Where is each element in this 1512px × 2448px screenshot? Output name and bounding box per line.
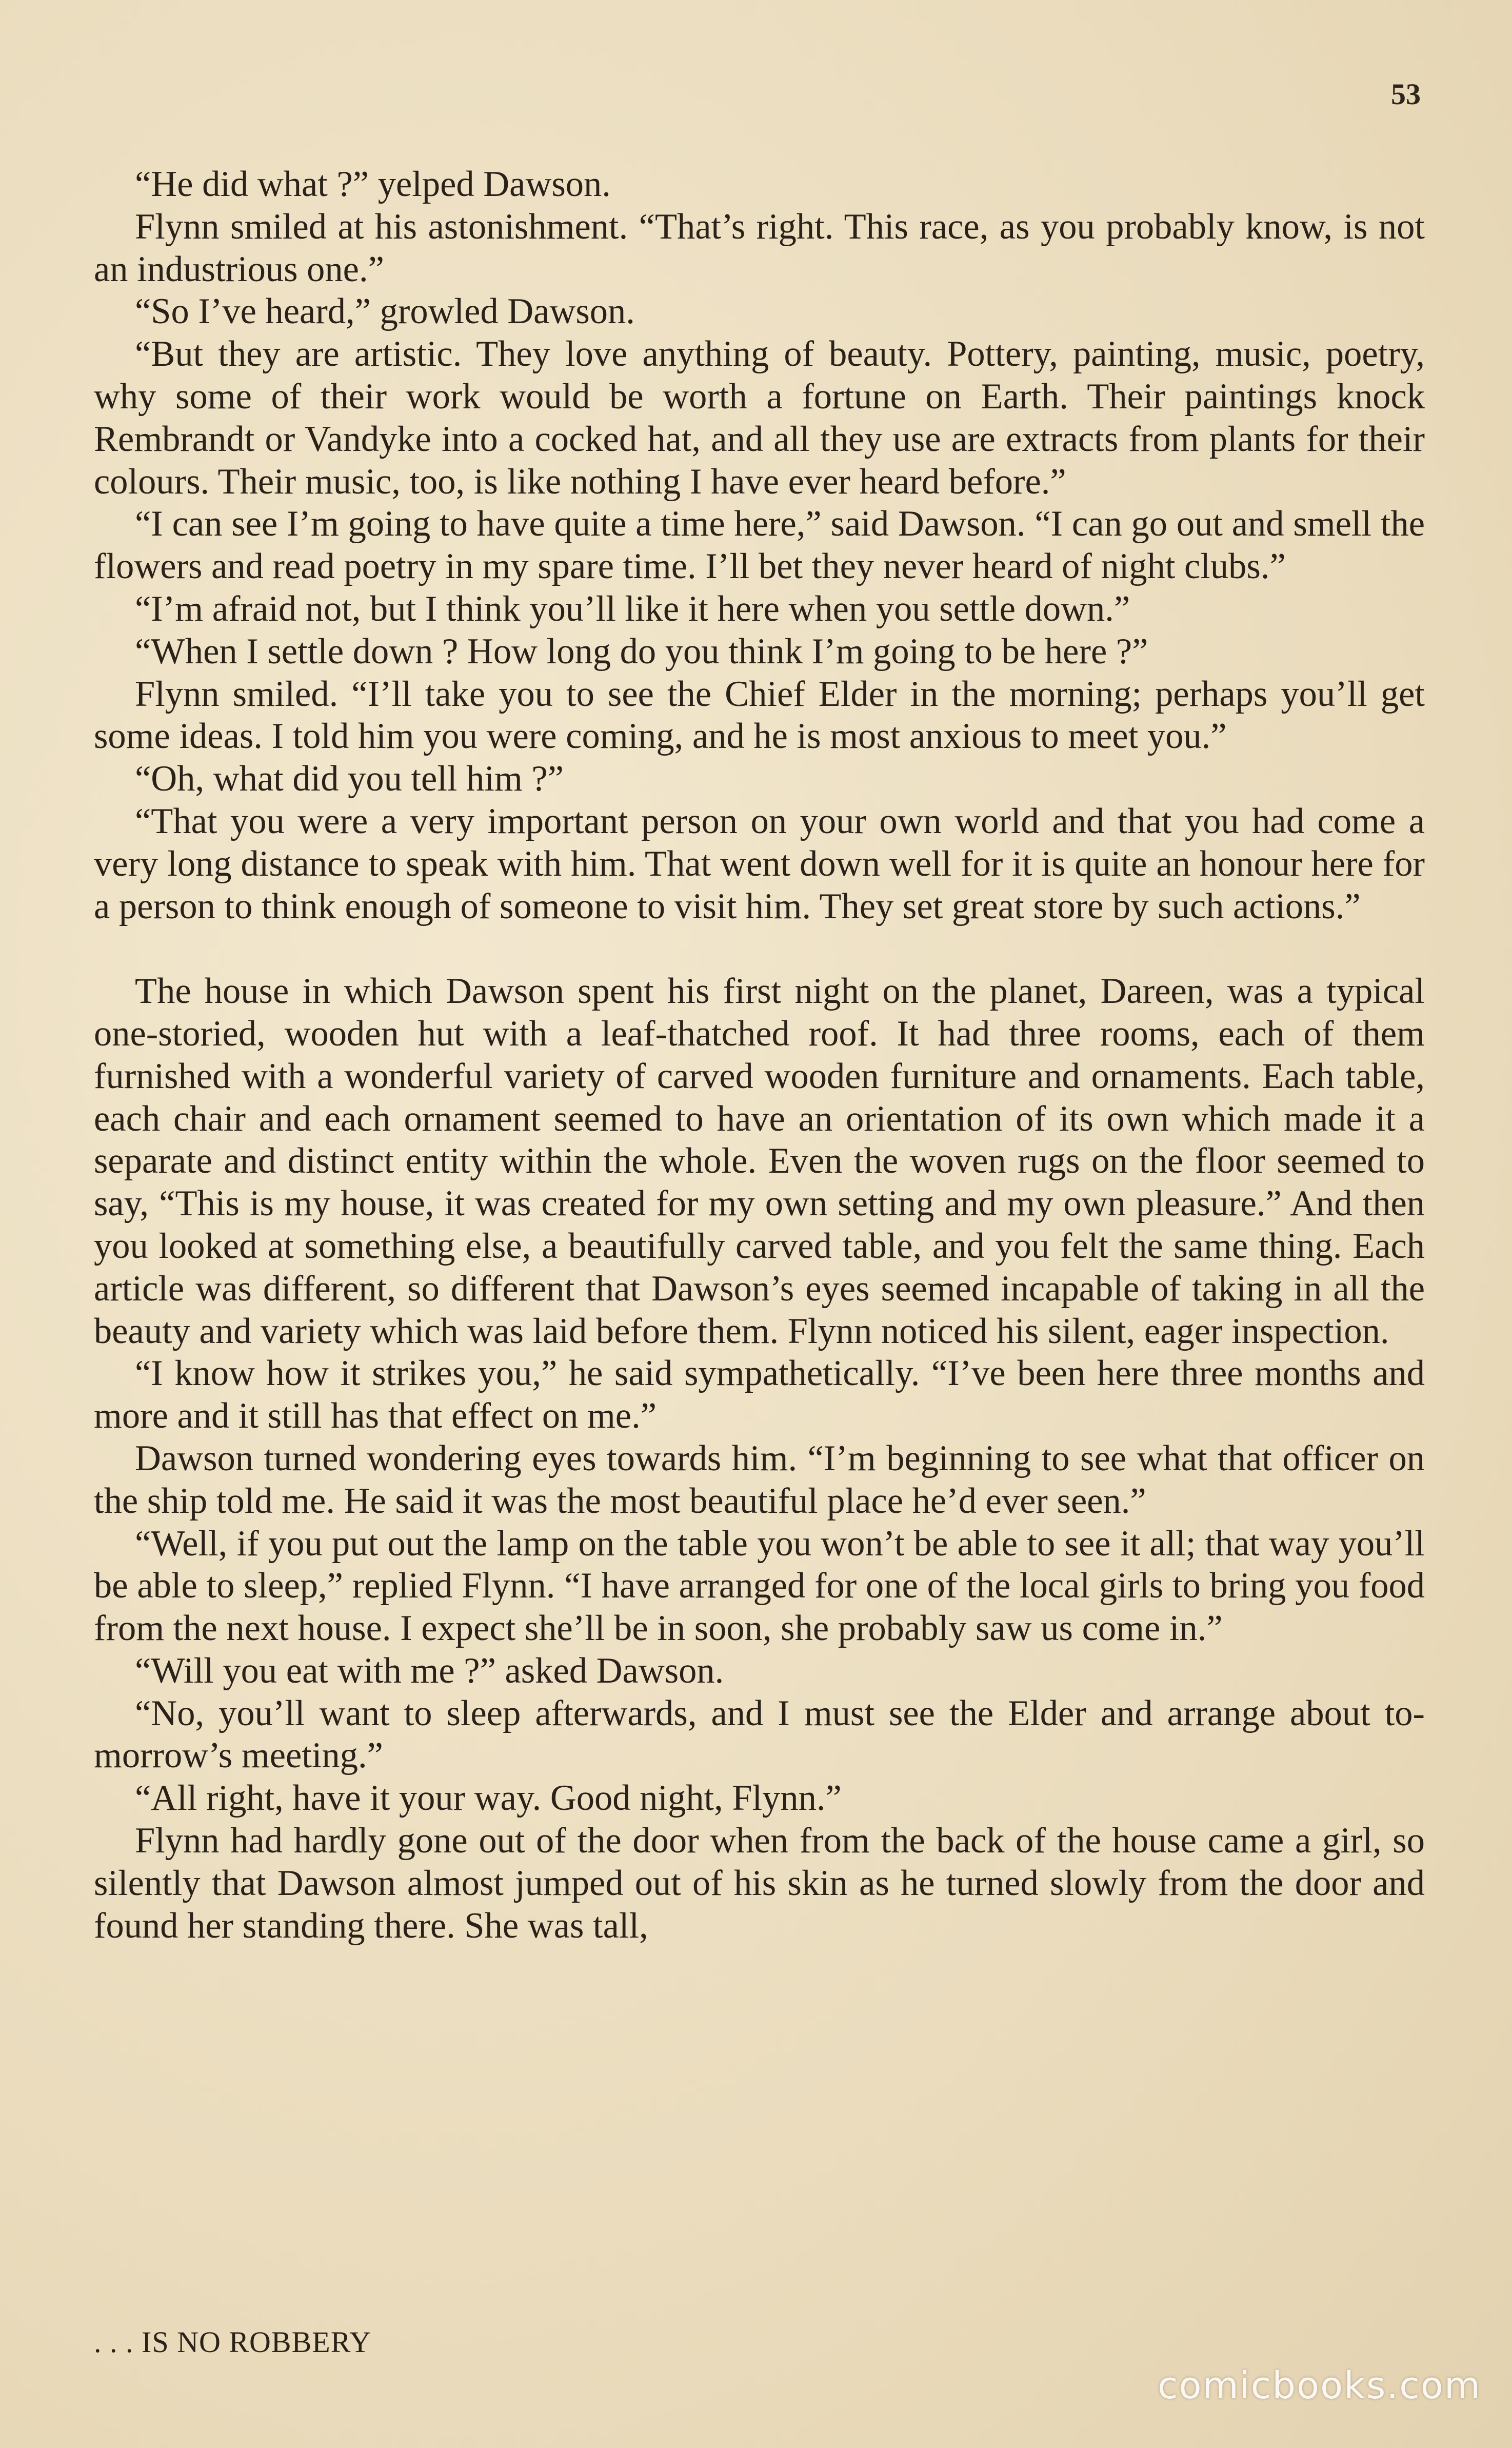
paragraph: “But they are artistic. They love anything of beauty. Pottery, painting, music, poetry, why some of their work would be worth a fortune on Earth. Their paintings knock Rembrandt or Vandyke into a cocked hat, and all they use are extracts from plants for their colours. Their music, too, is like nothing I have ever heard before.” (94, 334, 1425, 502)
paragraph: The house in which Dawson spent his first night on the planet, Dareen, was a typical one-storied, wooden hut with a leaf-thatched roof. It had three rooms, each of them furnished with a wonderful variety of carved wooden furniture and ornaments. Each table, each chair and each ornament seemed to have an orientation of its own which made it a separate and distinct entity within the whole. Even the woven rugs on the floor seemed to say, “This is my house, it was created for my own setting and my own pleasure.” And then you looked at something else, a beautifully carved table, and you felt the same thing. Each article was different, so different that Dawson’s eyes seemed incapable of taking in all the beauty and variety which was laid before them. Flynn noticed his silent, eager inspection. (94, 971, 1425, 1351)
paragraph: “When I settle down ? How long do you think I’m going to be here ?” (135, 631, 1148, 672)
paragraph: “I know how it strikes you,” he said sympathetically. “I’ve been here three months and more and it still has that effect on me.” (94, 1353, 1425, 1436)
body-text (94, 163, 1425, 1947)
page-number: 53 (1391, 77, 1421, 111)
paragraph: “He did what ?” yelped Dawson. (135, 164, 611, 204)
paragraph: “So I’ve heard,” growled Dawson. (135, 291, 635, 332)
paragraph: Dawson turned wondering eyes towards him. “I’m beginning to see what that officer on the ship told me. He said it was the most beautiful place he’d ever seen.” (94, 1438, 1425, 1521)
paragraph: “Well, if you put out the lamp on the table you won’t be able to see it all; that way you’ll be able to sleep,” replied Flynn. “I have arranged for one of the local girls to bring you food from the next house. I expect she’ll be in soon, she probably saw us come in.” (94, 1523, 1425, 1649)
paragraph: Flynn smiled. “I’ll take you to see the Chief Elder in the morning; perhaps you’ll get some ideas. I told him you were coming, and he is most anxious to meet you.” (94, 674, 1425, 757)
paragraph: “I can see I’m going to have quite a time here,” said Dawson. “I can go out and smell the flowers and read poetry in my spare time. I’ll bet they never heard of night clubs.” (94, 504, 1425, 587)
paragraph: Flynn had hardly gone out of the door when from the back of the house came a girl, so silently that Dawson almost jumped out of his skin as he turned slowly from the door and found her standing there. She was tall, (94, 1821, 1425, 1946)
paragraph: “That you were a very important person on your own world and that you had come a very long distance to speak with him. That went down well for it is quite an honour here for a person to think enough of someone to visit him. They set great store by such actions.” (94, 801, 1425, 926)
watermark: comicbooks.com (1157, 2364, 1481, 2407)
paragraph: Flynn smiled at his astonishment. “That’s right. This race, as you probably know, is not an industrious one.” (94, 206, 1425, 289)
paragraph: “All right, have it your way. Good night, Flynn.” (135, 1778, 842, 1819)
paragraph: “Oh, what did you tell him ?” (135, 759, 564, 799)
paragraph: “I’m afraid not, but I think you’ll like it here when you settle down.” (135, 588, 1130, 629)
running-foot: . . . IS NO ROBBERY (94, 2325, 372, 2359)
paragraph: “No, you’ll want to sleep afterwards, and I must see the Elder and arrange about to-morrow’s meeting.” (94, 1693, 1425, 1776)
paragraph: “Will you eat with me ?” asked Dawson. (135, 1650, 724, 1691)
